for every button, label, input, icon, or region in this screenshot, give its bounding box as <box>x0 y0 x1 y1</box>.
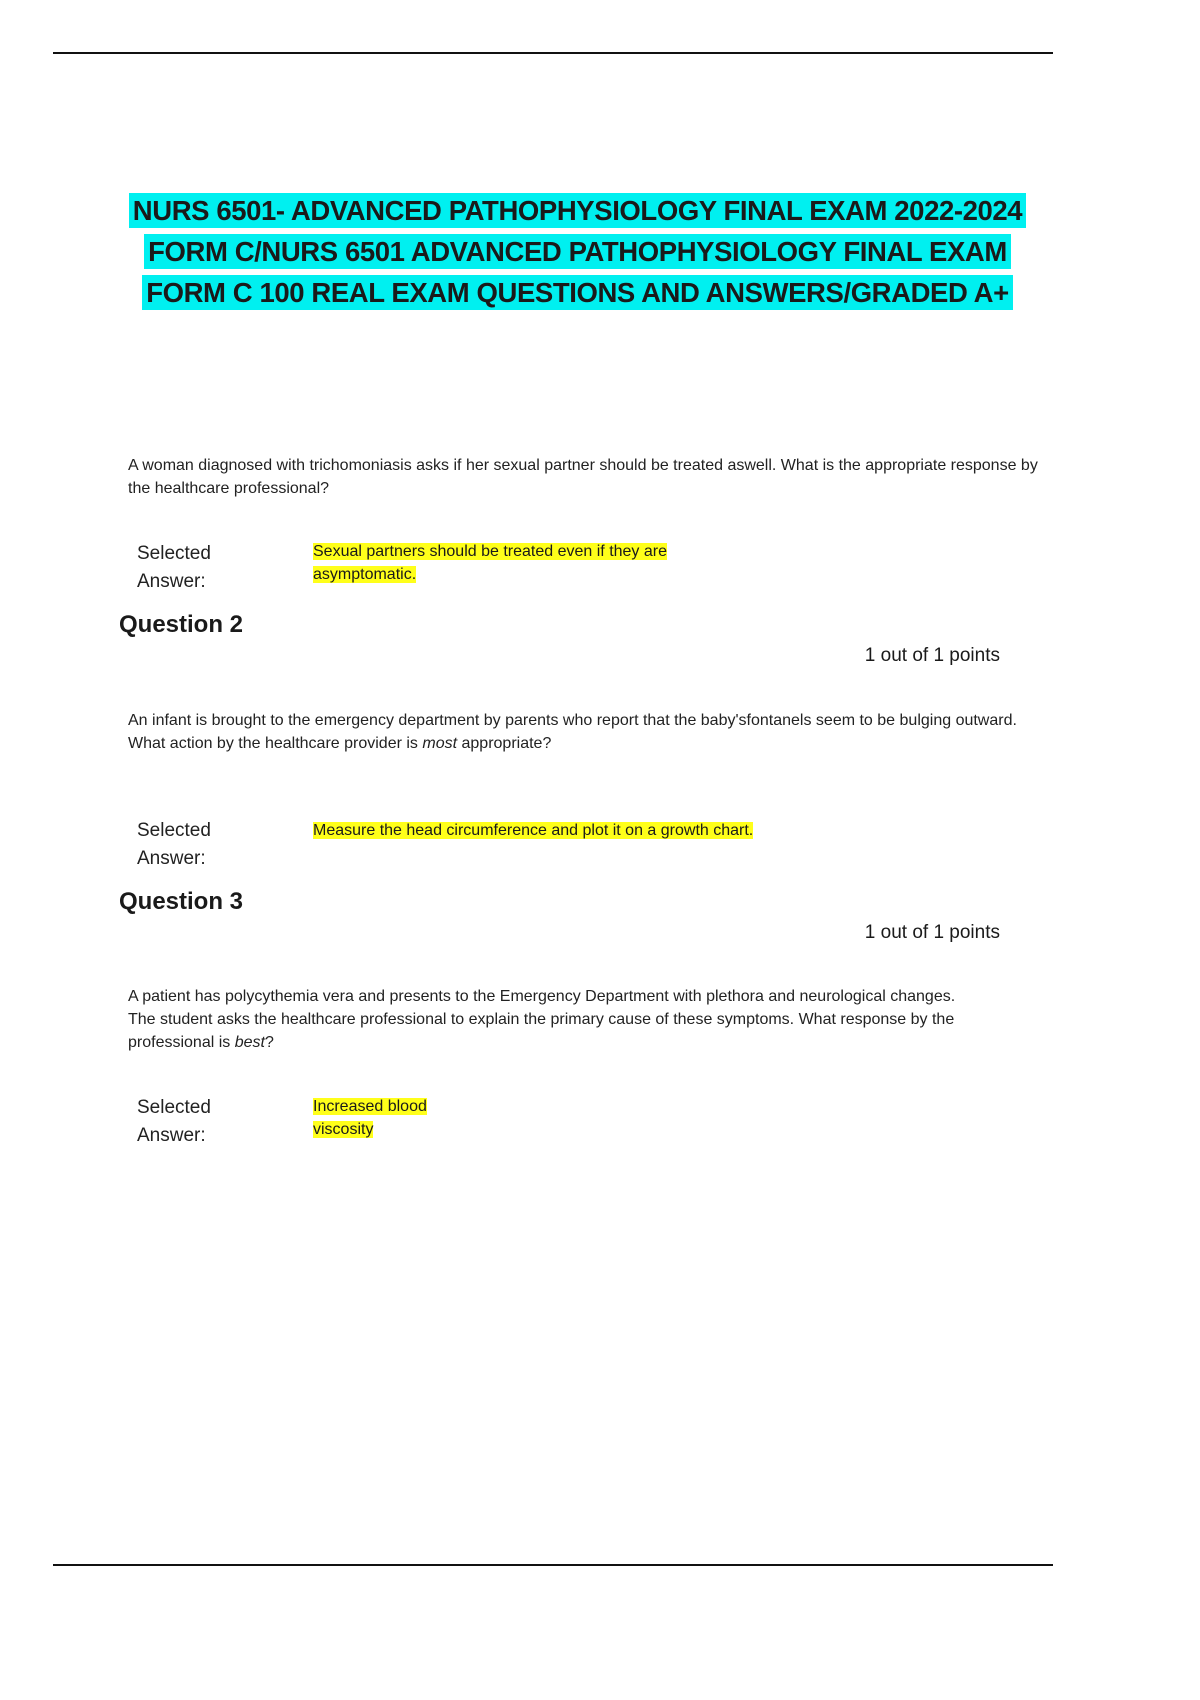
selected-answer-label-2: Selected Answer: <box>137 820 211 869</box>
question-3-points: 1 out of 1 points <box>864 922 1000 943</box>
question-1-text: A woman diagnosed with trichomoniasis asks if her sexual partner should be treated aswell. What is the appropriate response by the healthcare professional? <box>128 457 1038 497</box>
selected-answer-label-3: Selected Answer: <box>137 1097 211 1146</box>
selected-answer-2: Measure the head circumference and plot it on a growth chart. <box>313 822 754 839</box>
top-rule <box>53 52 1053 54</box>
selected-answer-1: Sexual partners should be treated even if they are asymptomatic. <box>313 543 667 583</box>
question-2-text: An infant is brought to the emergency department by parents who report that the baby'sfontanels seem to be bulging outward. What action by the healthcare provider is most appropriate? <box>128 712 1017 752</box>
question-3-text: A patient has polycythemia vera and presents to the Emergency Department with plethora and neurological changes. The student asks the healthcare professional to explain the primary cause of these symptoms. What response by the professional is best? <box>128 988 956 1051</box>
question-2-points: 1 out of 1 points <box>864 645 1000 666</box>
bottom-rule <box>53 1564 1053 1566</box>
question-2-heading: Question 2 <box>119 611 244 638</box>
selected-answer-3: Increased blood viscosity <box>313 1098 427 1138</box>
selected-answer-label-1: Selected Answer: <box>137 543 211 592</box>
question-3-heading: Question 3 <box>119 888 244 915</box>
document-title: NURS 6501- ADVANCED PATHOPHYSIOLOGY FINAL EXAM 2022-2024 FORM C/NURS 6501 ADVANCED PATHOPHYSIOLOGY FINAL EXAM FORM C 100 REAL EXAM QUESTIONS AND ANSWERS/GRADED A+ <box>120 190 1035 313</box>
